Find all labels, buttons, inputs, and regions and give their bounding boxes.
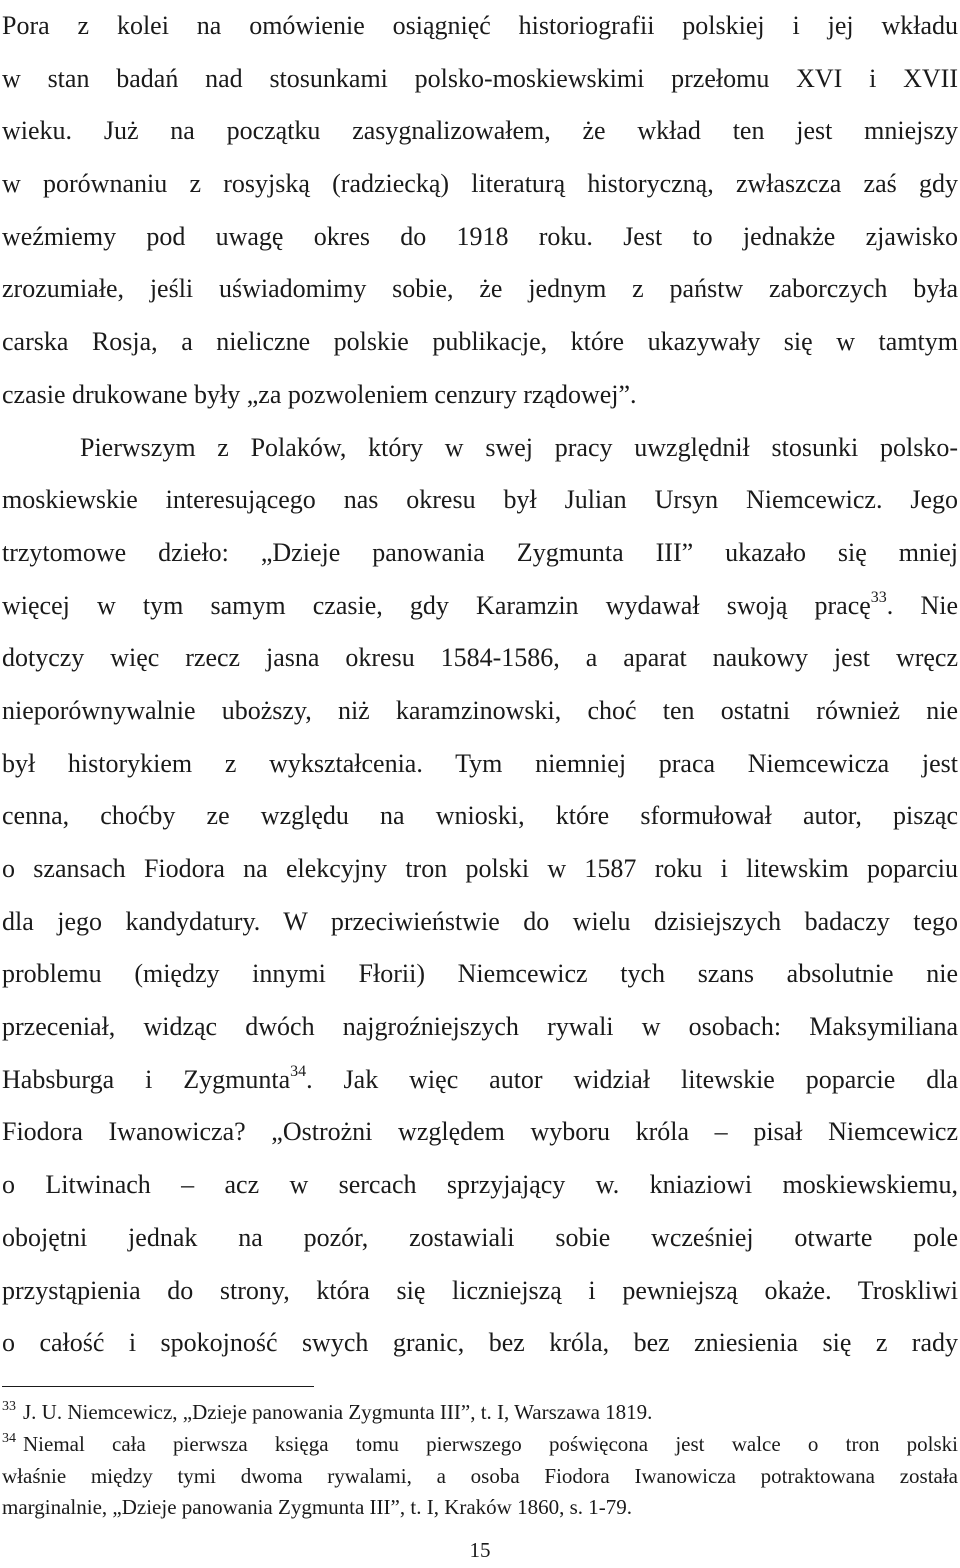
paragraph-first-line: Pierwszym z Polaków, który w swej pracy uwzględnił stosunki polsko- (80, 432, 958, 462)
text-line: w stan badań nad stosunkami polsko-moskiewskimi przełomu XVI i XVII (2, 63, 958, 93)
body-text (2, 0, 958, 1370)
text-segment: . Jak więc autor widział litewskie poparcie dla (306, 1064, 958, 1094)
text-line: wieku. Już na początku zasygnalizowałem, że wkład ten jest mniejszy (2, 116, 958, 146)
text-line-with-footnote-ref (2, 1054, 958, 1107)
page-number: 15 (469, 1538, 491, 1562)
text-line: Fiodora Iwanowicza? „Ostrożni względem wyboru króla – pisał Niemcewicz (2, 1117, 958, 1147)
text-segment: więcej w tym samym czasie, gdy Karamzin wydawał swoją pracę (2, 590, 871, 620)
text-line: był historykiem z wykształcenia. Tym niemniej praca Niemcewicza jest (2, 748, 958, 778)
text-line: moskiewskie interesującego nas okresu był Julian Ursyn Niemcewicz. Jego (2, 485, 958, 515)
footnotes (2, 1397, 958, 1524)
text-line: trzytomowe dzieło: „Dzieje panowania Zygmunta III” ukazało się mniej (2, 537, 958, 567)
text-line: o Litwinach – acz w sercach sprzyjający w. kniaziowi moskiewskiemu, (2, 1170, 958, 1200)
text-line: carska Rosja, a nieliczne polskie publikacje, które ukazywały się w tamtym (2, 327, 958, 357)
footnote-34 (2, 1429, 958, 1461)
text-line: czasie drukowane były „za pozwoleniem cenzury rządowej”. (2, 379, 637, 409)
text-line: o całość i spokojność swych granic, bez króla, bez zniesienia się z rady (2, 1328, 958, 1358)
text-line: zrozumiałe, jeśli uświadomimy sobie, że jednym z państw zaborczych była (2, 274, 958, 304)
text-segment: Habsburga i Zygmunta (2, 1064, 291, 1094)
text-line: nieporównywalnie uboższy, niż karamzinowski, choć ten ostatni również nie (2, 695, 958, 725)
footnote-ref-34[interactable]: 34 (290, 1063, 307, 1081)
text-line: weźmiemy pod uwagę okres do 1918 roku. Jest to jednakże zjawisko (2, 221, 958, 251)
footnote-text: Niemal cała pierwsza księga tomu pierwszego poświęcona jest walce o tron polski (23, 1431, 958, 1456)
text-line: przeceniał, widząc dwóch najgroźniejszych rywali w osobach: Maksymiliana (2, 1012, 958, 1042)
footnote-number: 34 (2, 1430, 16, 1446)
text-line: cenna, choćby ze względu na wnioski, które sformułował autor, pisząc (2, 801, 958, 831)
footnote-separator (2, 1386, 314, 1387)
footnote-number: 33 (2, 1399, 16, 1414)
text-line: przystąpienia do strony, która się liczniejszą i pewniejszą okaże. Troskliwi (2, 1275, 958, 1305)
footnote-ref-33[interactable]: 33 (870, 588, 887, 606)
text-line: w porównaniu z rosyjską (radziecką) literaturą historyczną, zwłaszcza zaś gdy (2, 169, 958, 199)
footnote-34-continued: właśnie między tymi dwoma rywalami, a osoba Fiodora Iwanowicza potraktowana została (2, 1463, 958, 1488)
text-line: o szansach Fiodora na elekcyjny tron polski w 1587 roku i litewskim poparciu (2, 854, 958, 883)
footnote-33 (2, 1397, 958, 1429)
text-line: Pora z kolei na omówienie osiągnięć historiografii polskiej i jej wkładu (2, 11, 958, 40)
text-segment: . Nie (886, 590, 958, 620)
footnote-34-continued: marginalnie, „Dzieje panowania Zygmunta III”, t. I, Kraków 1860, s. 1-79. (2, 1495, 632, 1520)
text-line: obojętni jednak na pozór, zostawiali sobie wcześniej otwarte pole (2, 1222, 958, 1252)
text-line-with-footnote-ref (2, 580, 958, 633)
text-line: dotyczy więc rzecz jasna okresu 1584-1586, a aparat naukowy jest wręcz (2, 643, 958, 673)
footnote-text: J. U. Niemcewicz, „Dzieje panowania Zygmunta III”, t. I, Warszawa 1819. (23, 1400, 653, 1424)
text-line: problemu (między innymi Fłorii) Niemcewicz tych szans absolutnie nie (2, 959, 958, 989)
text-line: dla jego kandydatury. W przeciwieństwie do wielu dzisiejszych badaczy tego (2, 906, 958, 936)
